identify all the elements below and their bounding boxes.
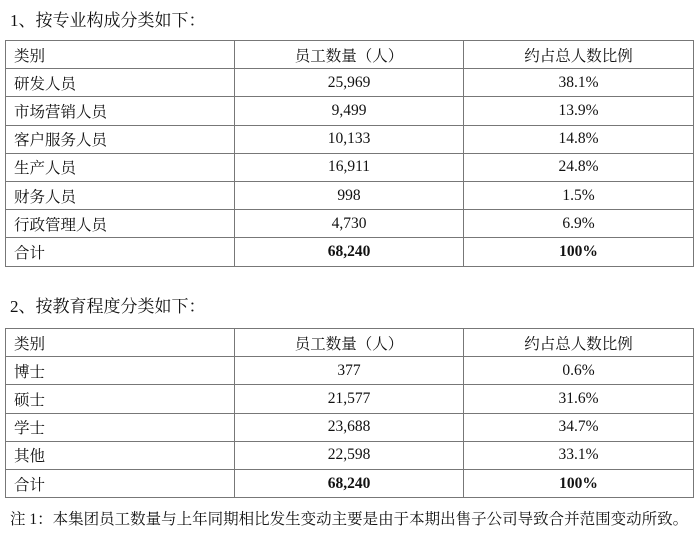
total-row bbox=[6, 238, 694, 266]
ratio-cell: 31.6% bbox=[464, 385, 694, 413]
count-cell: 9,499 bbox=[235, 97, 464, 125]
section2-title: 2、按教育程度分类如下： bbox=[10, 297, 206, 316]
category-cell: 合计 bbox=[6, 238, 235, 266]
ratio-cell: 6.9% bbox=[464, 210, 694, 238]
footnote: 注 1：本集团员工数量与上年同期相比发生变动主要是由于本期出售子公司导致合并范围变动所致。 bbox=[10, 511, 689, 528]
category-cell: 市场营销人员 bbox=[6, 97, 235, 125]
category-cell: 财务人员 bbox=[6, 181, 235, 209]
ratio-cell: 34.7% bbox=[464, 413, 694, 441]
section1-title: 1、按专业构成分类如下： bbox=[10, 11, 206, 30]
header-row bbox=[6, 329, 694, 357]
table-row bbox=[6, 97, 694, 125]
count-cell: 998 bbox=[235, 181, 464, 209]
count-cell: 21,577 bbox=[235, 385, 464, 413]
category-cell: 生产人员 bbox=[6, 153, 235, 181]
ratio-cell: 约占总人数比例 bbox=[464, 41, 694, 69]
count-cell: 68,240 bbox=[235, 238, 464, 266]
count-cell: 68,240 bbox=[235, 469, 464, 497]
count-cell: 4,730 bbox=[235, 210, 464, 238]
table-row bbox=[6, 125, 694, 153]
category-cell: 客户服务人员 bbox=[6, 125, 235, 153]
category-cell: 合计 bbox=[6, 469, 235, 497]
category-cell: 行政管理人员 bbox=[6, 210, 235, 238]
category-cell: 学士 bbox=[6, 413, 235, 441]
header-row bbox=[6, 41, 694, 69]
category-cell: 类别 bbox=[6, 41, 235, 69]
ratio-cell: 14.8% bbox=[464, 125, 694, 153]
ratio-cell: 0.6% bbox=[464, 357, 694, 385]
professional-composition-table bbox=[5, 40, 694, 267]
table-row bbox=[6, 153, 694, 181]
count-cell: 16,911 bbox=[235, 153, 464, 181]
ratio-cell: 100% bbox=[464, 238, 694, 266]
count-cell: 员工数量（人） bbox=[235, 329, 464, 357]
ratio-cell: 100% bbox=[464, 469, 694, 497]
count-cell: 377 bbox=[235, 357, 464, 385]
count-cell: 员工数量（人） bbox=[235, 41, 464, 69]
ratio-cell: 1.5% bbox=[464, 181, 694, 209]
table-row bbox=[6, 357, 694, 385]
count-cell: 23,688 bbox=[235, 413, 464, 441]
ratio-cell: 38.1% bbox=[464, 69, 694, 97]
table-row bbox=[6, 69, 694, 97]
ratio-cell: 13.9% bbox=[464, 97, 694, 125]
count-cell: 10,133 bbox=[235, 125, 464, 153]
category-cell: 研发人员 bbox=[6, 69, 235, 97]
category-cell: 类别 bbox=[6, 329, 235, 357]
total-row bbox=[6, 469, 694, 497]
ratio-cell: 约占总人数比例 bbox=[464, 329, 694, 357]
table-row bbox=[6, 385, 694, 413]
table-row bbox=[6, 181, 694, 209]
count-cell: 25,969 bbox=[235, 69, 464, 97]
category-cell: 其他 bbox=[6, 441, 235, 469]
count-cell: 22,598 bbox=[235, 441, 464, 469]
category-cell: 硕士 bbox=[6, 385, 235, 413]
ratio-cell: 33.1% bbox=[464, 441, 694, 469]
table-row bbox=[6, 210, 694, 238]
table-row bbox=[6, 413, 694, 441]
ratio-cell: 24.8% bbox=[464, 153, 694, 181]
category-cell: 博士 bbox=[6, 357, 235, 385]
table-row bbox=[6, 441, 694, 469]
education-level-table bbox=[5, 328, 694, 498]
